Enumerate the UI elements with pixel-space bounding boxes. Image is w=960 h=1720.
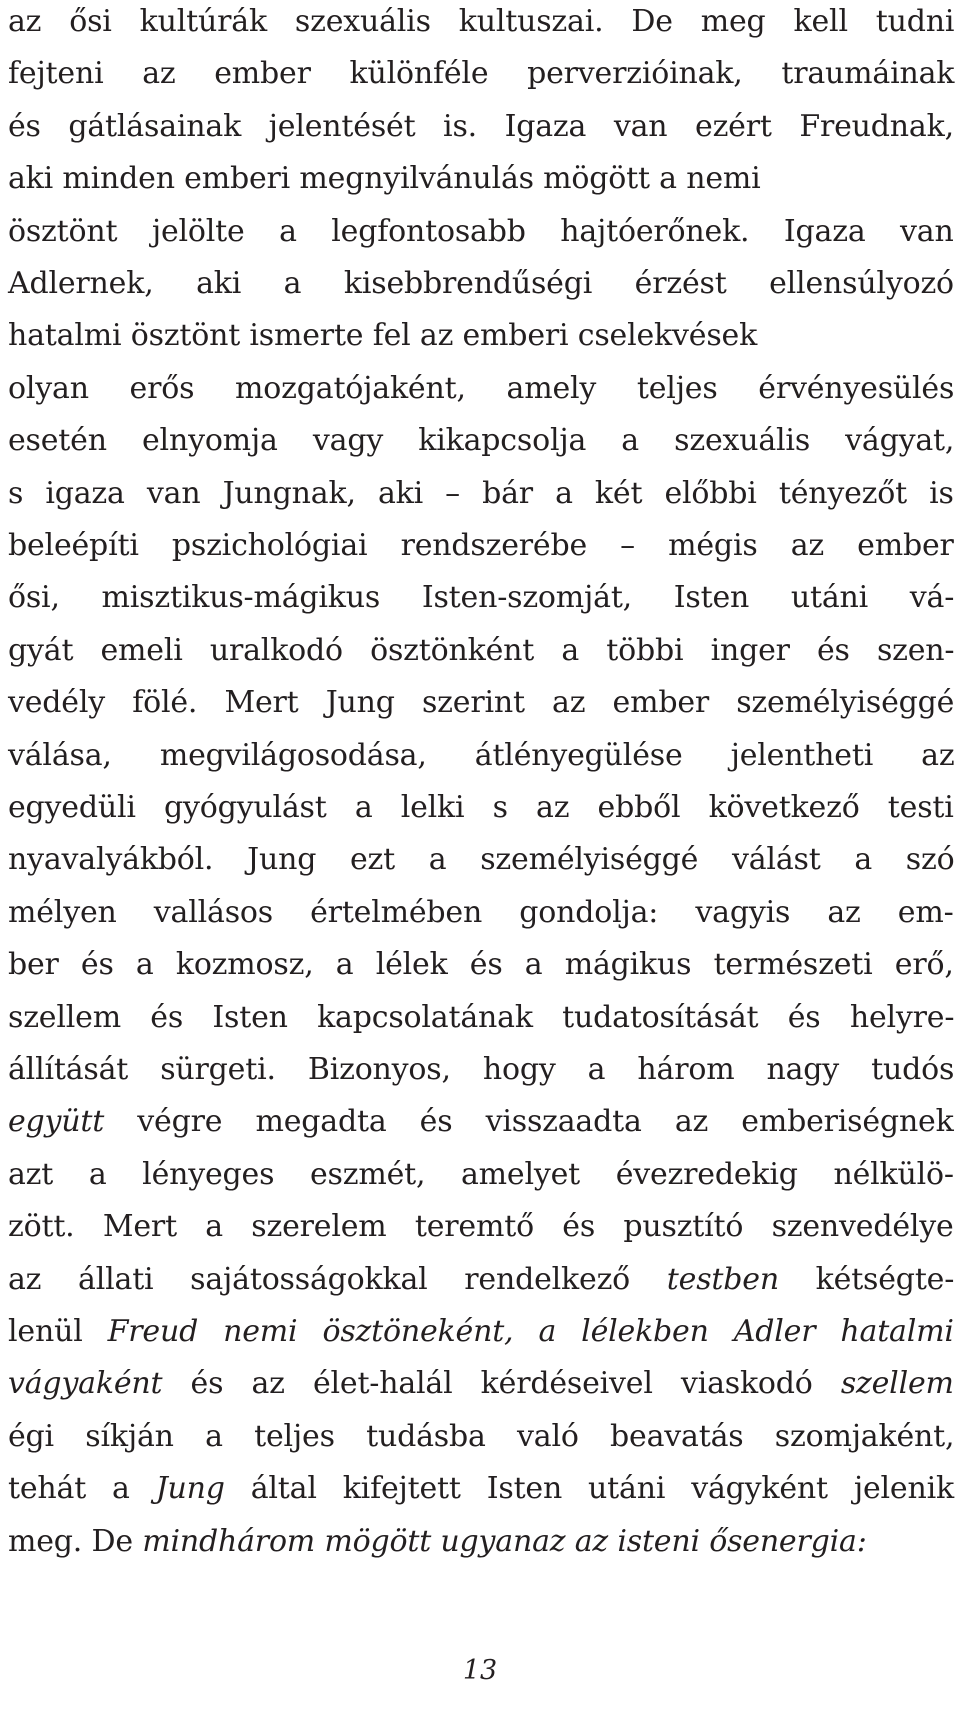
text-line [8,421,954,461]
text-span: kétségte- [778,1261,955,1297]
text-span: hatalmi ösztönt ismerte fel az emberi cselekvések [8,318,758,354]
italic-text-span: vágyaként [8,1366,163,1402]
text-line [8,1102,954,1142]
text-line [8,1522,867,1562]
text-span: nyavalyákból. Jung ezt a személyiséggé válást a szó [8,842,955,878]
text-span: ösztönt jelölte a legfontosabb hajtóerőnek. Igaza van [8,213,954,249]
text-line [8,1312,954,1352]
text-line [8,1260,954,1300]
text-line [8,1417,954,1457]
text-span: állítását sürgeti. Bizonyos, hogy a három nagy tudós [8,1052,955,1087]
text-line [8,1207,954,1247]
text-line [8,316,757,356]
text-span: beleépíti pszichológiai rendszerébe – mégis az ember [8,528,954,563]
text-line [8,578,954,618]
text-line [8,945,954,985]
text-line [8,369,954,409]
text-span: végre megadta és visszaadta az emberiségnek [104,1104,954,1140]
text-span: fejteni az ember különféle perverzióinak, traumáinak [8,56,955,92]
italic-text-span: Freud nemi ösztöneként, a lélekben Adler hatalmi [107,1314,954,1349]
text-line [8,631,954,671]
text-span: Adlernek, aki a kisebbrendűségi érzést ellensúlyozó [8,266,954,301]
text-span: égi síkján a teljes tudásba való beavatás szomjaként, [8,1418,955,1454]
text-span: az ősi kultúrák szexuális kultuszai. De meg kell tudni [8,4,955,39]
text-span: meg. De [8,1523,143,1559]
text-line [8,788,954,828]
text-span: aki minden emberi megnyilvánulás mögött a nemi [8,161,761,197]
text-line [8,736,954,776]
text-line [8,998,954,1038]
text-line [8,1469,954,1509]
text-line [8,212,954,252]
text-line [8,264,954,304]
text-span: válása, megvilágosodása, átlényegülése jelentheti az [8,737,955,773]
text-span: az állati sajátosságokkal rendelkező [8,1261,667,1297]
text-line [8,159,761,199]
text-line [8,1050,954,1090]
text-line [8,474,954,514]
text-span: ősi, misztikus-mágikus Isten-szomját, Isten utáni vá- [8,580,955,616]
text-line [8,54,954,94]
text-span: s igaza van Jungnak, aki – bár a két előbbi tényezőt is [8,475,954,511]
text-line [8,893,954,933]
text-span: tehát a [8,1471,156,1507]
page-number: 13 [462,1655,498,1686]
text-span: és az élet-halál kérdéseivel viaskodó [162,1366,841,1402]
text-span: lenül [8,1314,108,1349]
text-span: mélyen vallásos értelmében gondolja: vagyis az em- [8,894,954,930]
italic-text-span: mindhárom mögött ugyanaz az isteni ősenergia: [142,1523,867,1559]
text-line [8,107,954,147]
text-span: egyedüli gyógyulást a lelki s az ebből következő testi [8,790,954,825]
text-line [8,2,954,42]
text-line [8,683,954,723]
italic-text-span: együtt [8,1104,105,1140]
text-span: vedély fölé. Mert Jung szerint az ember személyiséggé [8,685,955,721]
italic-text-span: szellem [840,1366,954,1402]
text-span: által kifejtett Isten utáni vágyként jelenik [224,1471,954,1507]
text-line [8,840,954,880]
text-line [8,526,954,566]
text-line [8,1155,954,1195]
text-span: zött. Mert a szerelem teremtő és pusztító szenvedélye [8,1209,954,1245]
text-span: gyát emeli uralkodó ösztönként a többi inger és szen- [8,632,955,668]
text-span: szellem és Isten kapcsolatának tudatosítását és helyre- [8,999,955,1035]
text-span: esetén elnyomja vagy kikapcsolja a szexuális vágyat, [8,423,955,459]
text-line [8,1364,954,1404]
text-span: ber és a kozmosz, a lélek és a mágikus természeti erő, [8,947,954,983]
italic-text-span: testben [666,1261,779,1297]
text-span: olyan erős mozgatójaként, amely teljes érvényesülés [8,370,955,406]
italic-text-span: Jung [155,1471,225,1507]
text-span: és gátlásainak jelentését is. Igaza van ezért Freudnak, [8,108,954,144]
text-span: azt a lényeges eszmét, amelyet évezredekig nélkülö- [8,1156,954,1192]
